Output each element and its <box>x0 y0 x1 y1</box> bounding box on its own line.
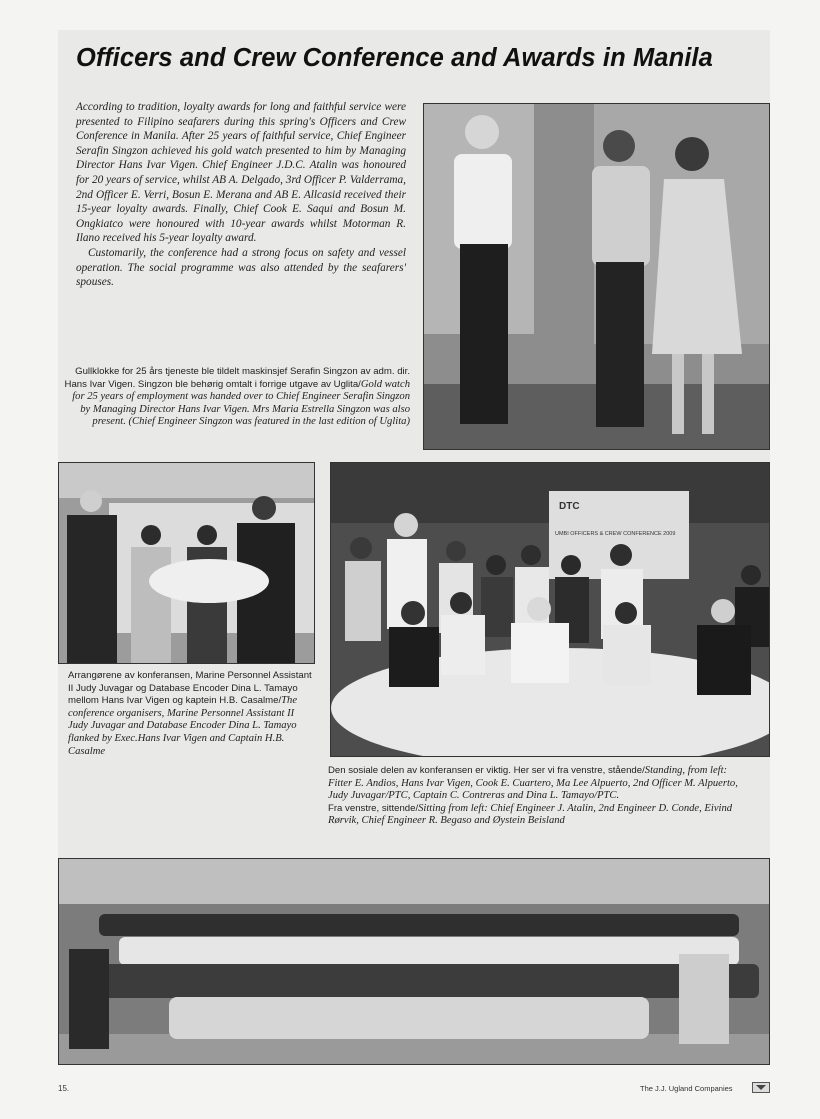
photo-group-conference <box>58 858 770 1065</box>
footer-company: The J.J. Ugland Companies <box>640 1084 733 1093</box>
photo-social-dinner <box>330 462 770 757</box>
article-title: Officers and Crew Conference and Awards in Manila <box>76 44 713 72</box>
caption-gold-watch-en: Gold watch for 25 years of employment was handed over to Chief Engineer Serafin Singzon by Managing Director Hans Ivar Vigen. Mrs Maria Estrella Singzon was also present. (Chief Engineer Singzon was featured in the last edition of Uglita) <box>72 378 410 428</box>
caption-organisers <box>68 670 316 758</box>
caption-sitting-no: Fra venstre, sittende/ <box>328 802 419 814</box>
photo-conference-organisers <box>58 462 315 664</box>
caption-gold-watch-no: Gullklokke for 25 års tjeneste ble tildelt maskinsjef Serafin Singzon av adm. dir. Hans Ivar Vigen. Singzon ble behørig omtalt i forrige utgave av Uglita/ <box>64 366 410 390</box>
caption-organisers-no: Arrangørene av konferansen, Marine Personnel Assistant II Judy Juvagar og Database Encoder Dina L. Tamayo mellom Hans Ivar Vigen og kaptein H.B. Casalme/ <box>68 670 312 707</box>
banner-brand: DTC <box>559 501 580 512</box>
intro-paragraph-1: According to tradition, loyalty awards for long and faithful service were presented to Filipino seafarers during this spring's Officers and Crew Conference in Manila. After 25 years of faithful service, Chief Engineer Serafin Singzon achieved his gold watch presented to him by Managing Director Hans Ivar Vigen. Chief Engineer J.D.C. Atalin was honoured for 20 years of service, whilst AB A. Delgado, 3rd Officer P. Valderrama, 2nd Officer E. Verri, Bosun E. Merana and AB E. Allcasid received their 15-year loyalty awards. Finally, Chief Cook E. Saqui and Bosun M. Ongkiatco were honoured with 10-year awards whilst Motorman R. Ilano received his 5-year loyalty award. <box>76 101 406 245</box>
caption-organisers-en: The conference organisers, Marine Personnel Assistant II Judy Juvagar and Database Encoder Dina L. Tamayo flanked by Exec.Hans Ivar Vigen and Captain H.B. Casalme <box>68 695 298 757</box>
ugland-flag-icon <box>752 1080 770 1091</box>
photo-gold-watch-award <box>423 103 770 450</box>
caption-gold-watch <box>60 366 410 429</box>
caption-social-no: Den sosiale delen av konferansen er viktig. Her ser vi fra venstre, stående/ <box>328 765 645 776</box>
intro-paragraph-2: Customarily, the conference had a strong focus on safety and vessel operation. The social programme was also attended by the seafarers' spouses. <box>76 246 406 289</box>
caption-social <box>328 765 748 828</box>
caption-sitting-en: Sitting from left: Chief Engineer J. Atalin, 2nd Engineer D. Conde, Eivind Rørvik, Chief Engineer R. Begaso and Øystein Beisland <box>328 802 733 827</box>
page-number: 15. <box>58 1084 70 1093</box>
banner-line1: UMBI OFFICERS & CREW CONFERENCE 2009 <box>555 531 676 537</box>
article-intro <box>76 100 406 290</box>
caption-social-en: Standing, from left: Fitter E. Andios, Hans Ivar Vigen, Cook E. Cuartero, Ma Lee Alpuerto, 2nd Officer M. Alpuerto, Judy Juvagar/PTC, Captain C. Contreras and Dina L. Tamayo/PTC. <box>328 765 738 802</box>
